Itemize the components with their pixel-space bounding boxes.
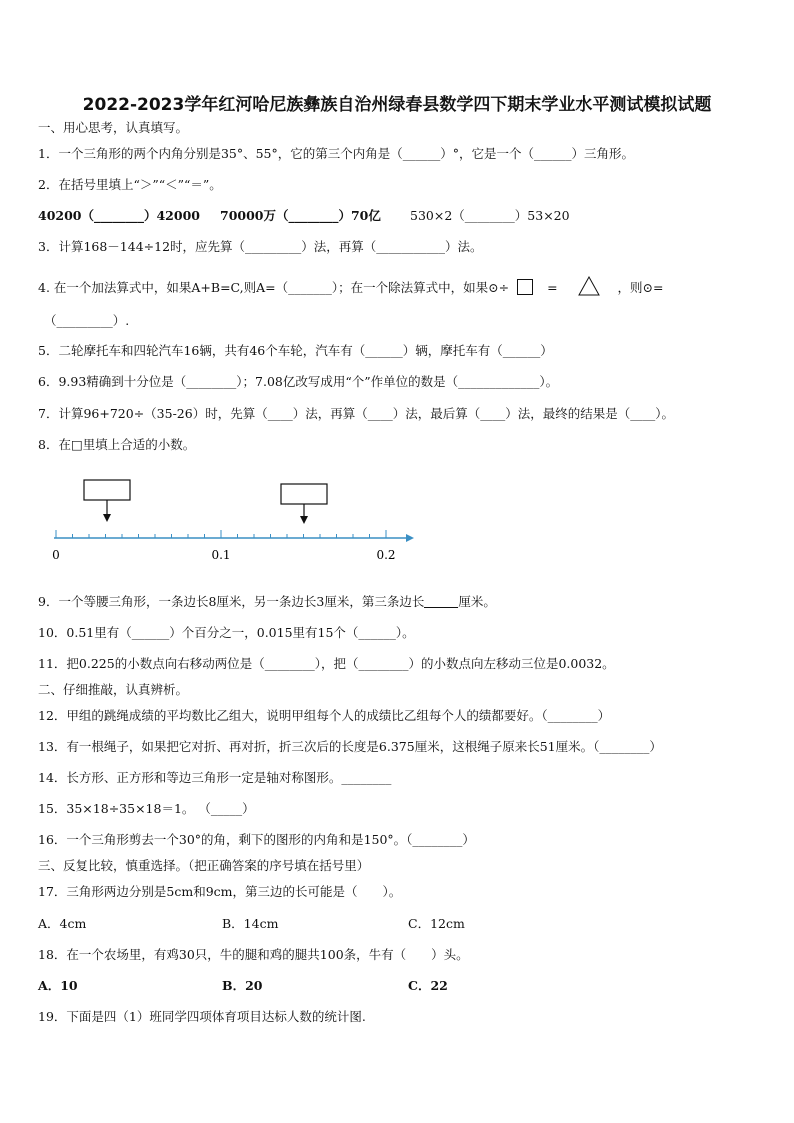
question-12: 12．甲组的跳绳成绩的平均数比乙组大，说明甲组每个人的成绩比乙组每个人的绩都要好。（________）: [38, 708, 611, 723]
question-4-equals: =: [547, 280, 558, 295]
question-8: 8．在□里填上合适的小数。: [38, 437, 196, 452]
question-9-text: 9．一个等腰三角形，一条边长8厘米，另一条边长3厘米，第三条边长: [38, 594, 425, 609]
tick-label-0: 0: [52, 548, 60, 562]
question-15: 15．35×18÷35×18＝1。 （_____）: [38, 801, 255, 816]
question-14: 14．长方形、正方形和等边三角形一定是轴对称图形。________: [38, 770, 392, 785]
triangle-shape-icon: [578, 276, 600, 296]
question-4-text: 4. 在一个加法算式中，如果A+B=C,则A=（_______）；在一个除法算式中，如果⊙÷: [38, 280, 510, 295]
question-19: 19．下面是四（1）班同学四项体育项目达标人数的统计图.: [38, 1009, 366, 1024]
question-16: 16．一个三角形剪去一个30°的角，剩下的图形的内角和是150°。（________）: [38, 832, 475, 847]
question-6: 6．9.93精确到十分位是（________）；7.08亿改写成用“个”作单位的数是（_____________）。: [38, 374, 559, 389]
section-heading-1: 一、用心思考，认真填写。: [38, 120, 189, 135]
number-line-figure: [50, 478, 420, 570]
tick-label-0.1: 0.1: [211, 548, 231, 562]
tick-label-0.2: 0.2: [376, 548, 396, 562]
page-title: 2022-2023学年红河哈尼族彝族自治州绿春县数学四下期末学业水平测试模拟试题: [82, 95, 712, 115]
question-9-blank[interactable]: [424, 595, 458, 608]
square-shape-icon: [517, 279, 533, 295]
question-17-option-a[interactable]: A．4cm: [38, 916, 87, 931]
question-9: [38, 594, 496, 610]
question-18-option-b[interactable]: B．20: [222, 978, 263, 993]
question-13: 13．有一根绳子，如果把它对折、再对折，折三次后的长度是6.375厘米，这根绳子原来长51厘米。（________）: [38, 739, 662, 754]
arrow-2-head: [300, 516, 308, 524]
question-17-option-c[interactable]: C．12cm: [408, 916, 465, 931]
question-17: 17．三角形两边分别是5cm和9cm，第三边的长可能是（ ）。: [38, 884, 402, 899]
question-2-item-b: 70000万（________）70亿: [220, 208, 381, 223]
question-7: 7．计算96+720÷（35-26）时，先算（____）法，再算（____）法，最后算（____）法，最终的结果是（____）。: [38, 406, 674, 421]
question-4-then: ，则⊙=: [617, 280, 664, 295]
question-2-item-a: 40200（________）42000: [38, 208, 200, 223]
question-5: 5．二轮摩托车和四轮汽车16辆，共有46个车轮，汽车有（______）辆，摩托车有（______）: [38, 343, 553, 358]
question-17-option-b[interactable]: B．14cm: [222, 916, 279, 931]
question-2-item-c: 530×2（________）53×20: [410, 208, 570, 223]
question-4-line-2: （_________）.: [44, 313, 130, 328]
question-10: 10．0.51里有（______）个百分之一，0.015里有15个（______）。: [38, 625, 415, 640]
section-heading-3: 三、反复比较，慎重选择。（把正确答案的序号填在括号里）: [38, 858, 370, 873]
question-18: 18．在一个农场里，有鸡30只，牛的腿和鸡的腿共100条，牛有（ ）头。: [38, 947, 469, 962]
question-3: 3．计算168－144÷12时，应先算（_________）法，再算（___________）法。: [38, 239, 483, 254]
question-18-option-c[interactable]: C．22: [408, 978, 448, 993]
answer-box-2: [281, 484, 327, 504]
number-line-arrowhead: [406, 534, 414, 542]
answer-box-1: [84, 480, 130, 500]
question-1: 1．一个三角形的两个内角分别是35°、55°，它的第三个内角是（______）°，它是一个（______）三角形。: [38, 146, 635, 161]
arrow-1-head: [103, 514, 111, 522]
question-4-line-1: [38, 276, 663, 296]
question-9-unit: 厘米。: [458, 594, 496, 609]
question-2: 2．在括号里填上“＞”“＜”“＝”。: [38, 177, 222, 192]
section-heading-2: 二、仔细推敲，认真辨析。: [38, 682, 189, 697]
question-18-option-a[interactable]: A．10: [38, 978, 78, 993]
question-11: 11．把0.225的小数点向右移动两位是（________），把（________）的小数点向左移动三位是0.0032。: [38, 656, 615, 671]
number-line-ticks: [56, 530, 386, 538]
